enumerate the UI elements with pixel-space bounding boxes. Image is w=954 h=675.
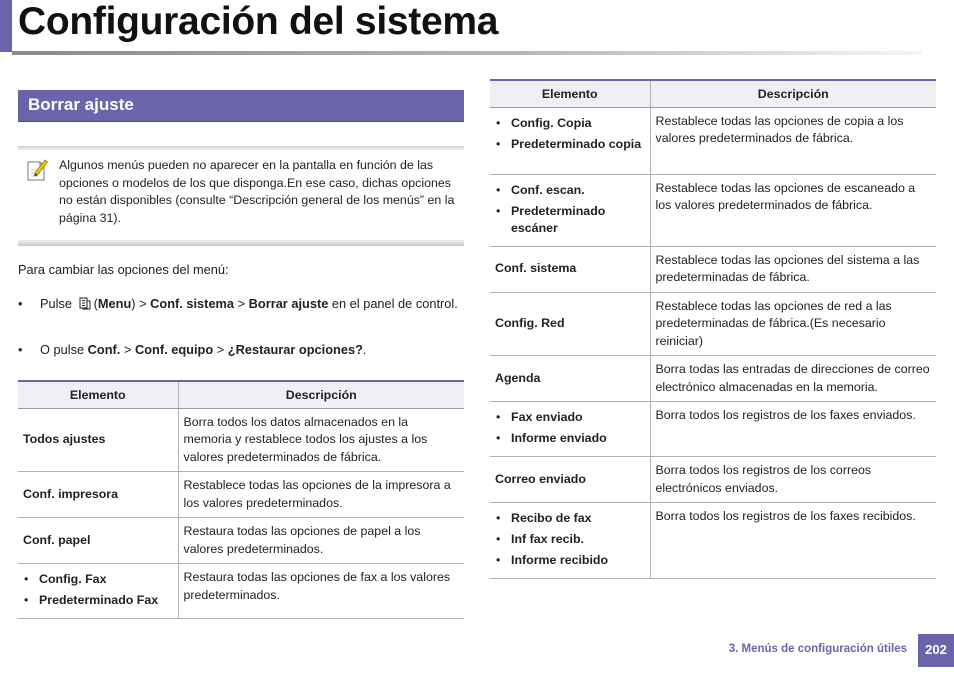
table-body bbox=[18, 408, 464, 619]
bullet-post: . bbox=[362, 342, 367, 357]
path-separator: > bbox=[237, 296, 246, 311]
bullet-dot: • bbox=[18, 342, 23, 357]
bullet-text: Pulse (Menu) > Conf. sistema > Borrar ajuste en el panel de control. bbox=[40, 296, 458, 311]
description-cell: Restaura todas las opciones de fax a los valores predeterminados. bbox=[178, 564, 464, 619]
description-cell: Restablece todas las opciones del sistema a las predeterminadas de fábrica. bbox=[650, 246, 936, 292]
bullet-dot: • bbox=[18, 296, 23, 311]
element-list bbox=[495, 510, 645, 569]
element-cell bbox=[490, 503, 650, 579]
title-accent-bar bbox=[0, 0, 12, 52]
element-item: • Conf. escan. bbox=[495, 182, 645, 199]
path-separator: > bbox=[139, 296, 147, 311]
footer-chapter: 3. Menús de configuración útiles bbox=[728, 643, 907, 655]
element-item: • Predeterminado escáner bbox=[495, 203, 645, 237]
element-list bbox=[495, 115, 645, 153]
table-row bbox=[18, 518, 464, 564]
header-description: Descripción bbox=[178, 381, 464, 408]
path-separator: > bbox=[216, 342, 225, 357]
path-separator: > bbox=[123, 342, 132, 357]
table-row bbox=[490, 356, 936, 402]
table-row bbox=[490, 503, 936, 579]
note-top-border bbox=[18, 146, 464, 150]
element-list bbox=[495, 182, 645, 237]
element-cell: Config. Red bbox=[490, 292, 650, 356]
description-cell: Restablece todas las opciones de red a las predeterminadas de fábrica.(Es necesario reiniciar) bbox=[650, 292, 936, 356]
element-cell bbox=[490, 174, 650, 246]
menu-label: Menu bbox=[97, 296, 132, 311]
element-item: • Inf fax recib. bbox=[495, 531, 645, 548]
table-header-row bbox=[18, 381, 464, 408]
bullet-pre: Pulse bbox=[40, 296, 73, 311]
path-step: Conf. bbox=[87, 342, 121, 357]
page-number: 202 bbox=[918, 634, 954, 667]
section-heading: Borrar ajuste bbox=[18, 90, 464, 122]
table-row bbox=[490, 107, 936, 174]
description-cell: Restablece todas las opciones de la impresora a los valores predeterminados. bbox=[178, 472, 464, 518]
table-row bbox=[490, 292, 936, 356]
note-text: Algunos menús pueden no aparecer en la pantalla en función de las opciones o modelos de los que disponga.En ese caso, dichas opciones no están disponibles (consulte “Descripción general de los menús” en la página 31). bbox=[59, 158, 455, 225]
path-step: Conf. sistema bbox=[150, 296, 235, 311]
table-row bbox=[490, 174, 936, 246]
element-list bbox=[23, 571, 173, 609]
element-cell bbox=[490, 107, 650, 174]
note-bottom-border bbox=[18, 240, 464, 246]
element-item: • Informe recibido bbox=[495, 552, 645, 569]
element-item: • Config. Copia bbox=[495, 115, 645, 132]
page-title: Configuración del sistema bbox=[18, 0, 499, 43]
description-cell: Borra todos los registros de los faxes recibidos. bbox=[650, 503, 936, 579]
options-table-left bbox=[18, 380, 464, 619]
element-item: • Predeterminado Fax bbox=[23, 592, 173, 609]
table-row bbox=[18, 408, 464, 472]
table-row bbox=[490, 457, 936, 503]
description-cell: Borra todas las entradas de direcciones de correo electrónico almacenadas en la memoria. bbox=[650, 356, 936, 402]
title-rule bbox=[12, 51, 922, 55]
description-cell: Restablece todas las opciones de escaneado a los valores predeterminados de fábrica. bbox=[650, 174, 936, 246]
description-cell: Restaura todas las opciones de papel a los valores predeterminados. bbox=[178, 518, 464, 564]
header-element: Elemento bbox=[490, 80, 650, 107]
options-table-right bbox=[490, 79, 936, 579]
element-item: • Config. Fax bbox=[23, 571, 173, 588]
element-cell: Agenda bbox=[490, 356, 650, 402]
description-cell: Borra todos los registros de los faxes enviados. bbox=[650, 402, 936, 457]
header-element: Elemento bbox=[18, 381, 178, 408]
path-step: Borrar ajuste bbox=[248, 296, 329, 311]
table-body bbox=[490, 107, 936, 579]
element-item: • Predeterminado copia bbox=[495, 136, 645, 153]
description-cell: Borra todos los datos almacenados en la memoria y restablece todos los ajustes a los valores predeterminados de fábrica. bbox=[178, 408, 464, 472]
element-cell: Conf. papel bbox=[18, 518, 178, 564]
note-pencil-icon bbox=[26, 158, 48, 182]
element-item: • Informe enviado bbox=[495, 430, 645, 447]
element-item: • Recibo de fax bbox=[495, 510, 645, 527]
element-cell: Todos ajustes bbox=[18, 408, 178, 472]
element-cell: Correo enviado bbox=[490, 457, 650, 503]
element-cell: Conf. sistema bbox=[490, 246, 650, 292]
element-cell: Conf. impresora bbox=[18, 472, 178, 518]
header-description: Descripción bbox=[650, 80, 936, 107]
description-cell: Borra todos los registros de los correos electrónicos enviados. bbox=[650, 457, 936, 503]
element-cell bbox=[490, 402, 650, 457]
bullet-post: en el panel de control. bbox=[331, 296, 458, 311]
element-list bbox=[495, 409, 645, 447]
bullet-text bbox=[40, 340, 464, 359]
element-item: • Fax enviado bbox=[495, 409, 645, 426]
table-row bbox=[18, 472, 464, 518]
element-cell bbox=[18, 564, 178, 619]
table-row bbox=[490, 402, 936, 457]
table-row bbox=[18, 564, 464, 619]
path-step: ¿Restaurar opciones? bbox=[227, 342, 363, 357]
description-cell: Restablece todas las opciones de copia a los valores predeterminados de fábrica. bbox=[650, 107, 936, 174]
table-header-row bbox=[490, 80, 936, 107]
intro-text: Para cambiar las opciones del menú: bbox=[18, 262, 229, 277]
bullet-pre: O pulse bbox=[40, 342, 85, 357]
note-box bbox=[18, 146, 464, 246]
path-step: Conf. equipo bbox=[134, 342, 214, 357]
table-row bbox=[490, 246, 936, 292]
menu-button-icon bbox=[79, 296, 91, 309]
